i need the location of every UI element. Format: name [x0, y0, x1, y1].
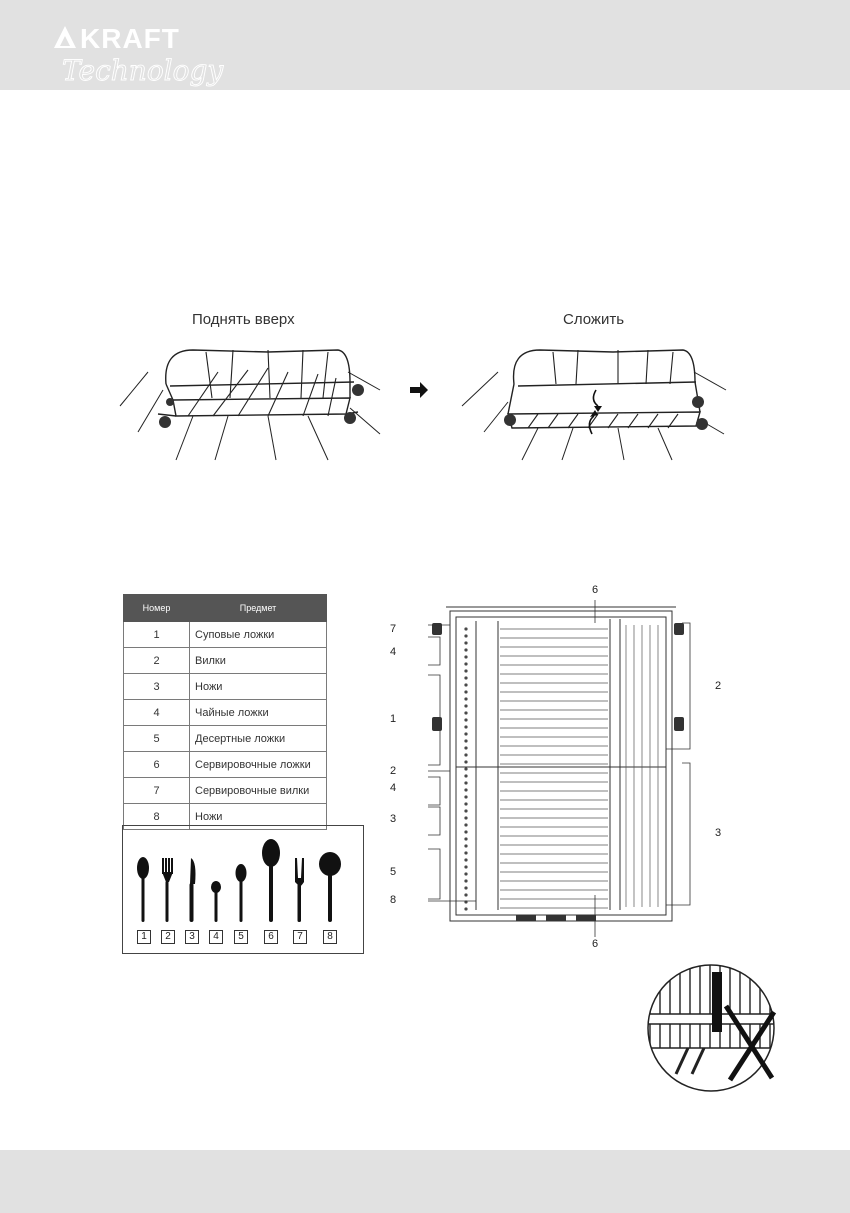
prohibited-placement-illustration — [640, 962, 790, 1092]
utensil-number-2: 2 — [161, 930, 175, 944]
row-item: Суповые ложки — [190, 622, 327, 648]
rack-label-8: 8 — [390, 894, 397, 906]
utensil-number-1: 1 — [137, 930, 151, 944]
table-row — [124, 726, 327, 752]
row-item: Ножи — [190, 674, 327, 700]
header-item: Предмет — [190, 595, 327, 622]
row-item: Вилки — [190, 648, 327, 674]
table-row — [124, 674, 327, 700]
cutlery-rack-diagram — [380, 595, 730, 940]
brand-tagline: Technology — [62, 54, 224, 87]
knife-icon — [190, 858, 196, 922]
rack-label-top-6: 6 — [592, 584, 599, 596]
row-number: 8 — [124, 804, 190, 830]
soup-spoon-icon — [137, 857, 149, 922]
arrow-right-icon — [410, 382, 430, 398]
teaspoon-icon — [211, 881, 221, 922]
row-number: 7 — [124, 778, 190, 804]
footer-band — [0, 1150, 850, 1213]
table-header-row — [124, 595, 327, 622]
rack-label-bottom-6: 6 — [592, 938, 599, 950]
table-row — [124, 752, 327, 778]
header-number: Номер — [124, 595, 190, 622]
utensil-number-7: 7 — [293, 930, 307, 944]
rack-label-4a: 4 — [390, 646, 397, 658]
serving-spoon-icon — [262, 839, 280, 922]
caption-fold: Сложить — [563, 311, 625, 328]
basket-lifted-illustration — [118, 342, 383, 462]
rack-label-5: 5 — [390, 866, 397, 878]
basket-folded-illustration — [458, 342, 730, 462]
kraft-logo — [52, 22, 252, 88]
ladle-icon — [319, 852, 341, 922]
row-number: 1 — [124, 622, 190, 648]
row-item: Сервировочные ложки — [190, 752, 327, 778]
utensil-illustration-box — [122, 825, 364, 954]
utensil-number-8: 8 — [323, 930, 337, 944]
utensil-number-3: 3 — [185, 930, 199, 944]
row-item: Чайные ложки — [190, 700, 327, 726]
row-number: 3 — [124, 674, 190, 700]
brand-name: KRAFT — [80, 23, 180, 54]
utensil-silhouettes — [123, 826, 363, 926]
dessert-spoon-icon — [236, 864, 247, 922]
utensil-number-5: 5 — [234, 930, 248, 944]
rack-label-2: 2 — [390, 765, 397, 777]
row-number: 6 — [124, 752, 190, 778]
table-row — [124, 700, 327, 726]
table-row — [124, 778, 327, 804]
rack-label-7: 7 — [390, 623, 397, 635]
cutlery-table — [123, 594, 327, 830]
row-number: 2 — [124, 648, 190, 674]
cross-mark-icon — [726, 1006, 774, 1080]
fork-icon — [162, 858, 173, 922]
rack-label-right-2: 2 — [715, 680, 722, 692]
table-row — [124, 648, 327, 674]
rack-label-right-3: 3 — [715, 827, 722, 839]
row-item: Ножи — [190, 804, 327, 830]
rack-label-3: 3 — [390, 813, 397, 825]
row-number: 5 — [124, 726, 190, 752]
utensil-number-4: 4 — [209, 930, 223, 944]
rack-label-1: 1 — [390, 713, 397, 725]
rack-label-4b: 4 — [390, 782, 397, 794]
row-item: Десертные ложки — [190, 726, 327, 752]
table-row — [124, 622, 327, 648]
row-item: Сервировочные вилки — [190, 778, 327, 804]
caption-lift: Поднять вверх — [192, 311, 295, 328]
serving-fork-icon — [295, 858, 304, 922]
row-number: 4 — [124, 700, 190, 726]
utensil-number-6: 6 — [264, 930, 278, 944]
